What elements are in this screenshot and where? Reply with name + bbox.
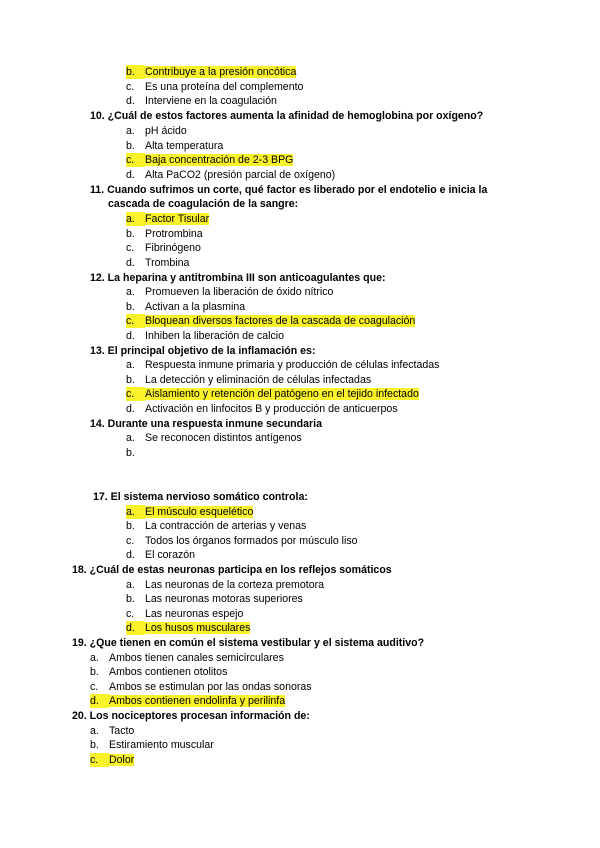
- option-text: Las neuronas de la corteza premotora: [145, 579, 325, 591]
- option-text: Activan a la plasmina: [145, 301, 246, 313]
- answer-option: [126, 124, 187, 138]
- option-text: Estiramiento muscular: [109, 739, 214, 751]
- option-label: c.: [126, 153, 145, 167]
- option-label: c.: [126, 81, 135, 93]
- option-label: a.: [126, 212, 145, 226]
- option-label: b.: [126, 140, 135, 152]
- option-label: b.: [126, 520, 135, 532]
- answer-option: [90, 753, 134, 767]
- answer-option: [126, 505, 253, 519]
- answer-option: [90, 694, 285, 708]
- option-label: b.: [126, 65, 145, 79]
- answer-option: [126, 168, 335, 182]
- answer-option: [126, 227, 203, 241]
- option-text: Ambos contienen otolitos: [109, 666, 228, 678]
- option-label: c.: [90, 753, 109, 767]
- option-text: Respuesta inmune primaria y producción de células infectadas: [145, 359, 440, 371]
- answer-option: [126, 387, 419, 401]
- answer-option: [126, 548, 195, 562]
- answer-option: [126, 139, 223, 153]
- answer-option: [126, 65, 296, 79]
- answer-option: [126, 80, 303, 94]
- option-label: a.: [90, 725, 99, 737]
- option-text: Promueven la liberación de óxido nítrico: [145, 286, 334, 298]
- option-label: a.: [126, 125, 135, 137]
- option-label: d.: [126, 95, 135, 107]
- answer-option: [126, 519, 306, 533]
- option-text: Fibrinógeno: [145, 242, 201, 254]
- answer-option: [90, 680, 312, 694]
- answer-option: [126, 285, 333, 299]
- option-label: a.: [90, 652, 99, 664]
- question-text: cascada de coagulación de la sangre:: [108, 198, 299, 210]
- answer-option: [126, 373, 371, 387]
- answer-option: [126, 94, 277, 108]
- answer-option: [90, 724, 134, 738]
- option-label: d.: [126, 257, 135, 269]
- highlighted-answer-text: Bloquean diversos factores de la cascada de coagulación: [145, 315, 416, 327]
- option-label: c.: [126, 242, 135, 254]
- answer-option: [126, 300, 245, 314]
- option-text: La detección y eliminación de células infectadas: [145, 374, 372, 386]
- option-text: Inhiben la liberación de calcio: [145, 330, 284, 342]
- option-label: d.: [126, 169, 135, 181]
- option-label: a.: [126, 579, 135, 591]
- option-text: Tacto: [109, 725, 135, 737]
- highlighted-answer-text: Dolor: [109, 754, 135, 766]
- answer-option: [126, 621, 250, 635]
- option-text: Las neuronas espejo: [145, 608, 244, 620]
- option-label: b.: [126, 593, 135, 605]
- option-label: a.: [126, 505, 145, 519]
- answer-option: [126, 256, 189, 270]
- answer-option: [126, 329, 284, 343]
- option-text: Las neuronas motoras superiores: [145, 593, 303, 605]
- question-text: 10. ¿Cuál de estos factores aumenta la afinidad de hemoglobina por oxígeno?: [90, 110, 484, 122]
- option-label: b.: [126, 447, 135, 459]
- highlighted-answer-text: Contribuye a la presión oncótica: [145, 66, 297, 78]
- highlighted-answer-text: Ambos contienen endolinfa y perilinfa: [109, 695, 286, 707]
- answer-option: [126, 446, 145, 460]
- option-text: Alta temperatura: [145, 140, 224, 152]
- option-label: c.: [126, 535, 135, 547]
- answer-option: [126, 212, 209, 226]
- option-text: Se reconocen distintos antígenos: [145, 432, 302, 444]
- answer-option: [126, 431, 302, 445]
- highlighted-answer-text: Aislamiento y retención del patógeno en el tejido infectado: [145, 388, 419, 400]
- option-text: Todos los órganos formados por músculo liso: [145, 535, 358, 547]
- answer-option: [126, 241, 201, 255]
- option-label: a.: [126, 286, 135, 298]
- answer-option: [126, 153, 293, 167]
- option-text: pH ácido: [145, 125, 187, 137]
- option-text: Interviene en la coagulación: [145, 95, 277, 107]
- option-label: b.: [126, 301, 135, 313]
- option-label: d.: [126, 330, 135, 342]
- option-label: c.: [126, 314, 145, 328]
- question-text: 14. Durante una respuesta inmune secundaria: [90, 418, 322, 430]
- option-text: Trombina: [145, 257, 190, 269]
- option-text: El corazón: [145, 549, 196, 561]
- highlighted-answer-text: Factor Tisular: [145, 213, 210, 225]
- question-text: 11. Cuando sufrimos un corte, qué factor es liberado por el endotelio e inicia la: [90, 184, 488, 196]
- question-text: 17. El sistema nervioso somático controla:: [93, 491, 308, 503]
- option-text: Alta PaCO2 (presión parcial de oxígeno): [145, 169, 336, 181]
- answer-option: [126, 358, 439, 372]
- option-label: d.: [90, 694, 109, 708]
- option-text: Activación en linfocitos B y producción de anticuerpos: [145, 403, 398, 415]
- option-text: La contracción de arterias y venas: [145, 520, 307, 532]
- option-label: b.: [90, 739, 99, 751]
- answer-option: [126, 314, 415, 328]
- option-text: Protrombina: [145, 228, 203, 240]
- option-label: a.: [126, 359, 135, 371]
- option-label: d.: [126, 621, 145, 635]
- option-label: b.: [90, 666, 99, 678]
- option-label: c.: [90, 681, 99, 693]
- option-label: d.: [126, 403, 135, 415]
- answer-option: [90, 665, 227, 679]
- highlighted-answer-text: El músculo esquelético: [145, 506, 254, 518]
- option-label: b.: [126, 374, 135, 386]
- answer-option: [126, 592, 303, 606]
- answer-option: [90, 738, 214, 752]
- option-text: Ambos se estimulan por las ondas sonoras: [109, 681, 312, 693]
- answer-option: [126, 402, 398, 416]
- question-text: 13. El principal objetivo de la inflamación es:: [90, 345, 316, 357]
- answer-option: [90, 651, 284, 665]
- option-label: c.: [126, 608, 135, 620]
- answer-option: [126, 607, 243, 621]
- option-label: a.: [126, 432, 135, 444]
- highlighted-answer-text: Baja concentración de 2-3 BPG: [145, 154, 294, 166]
- option-label: d.: [126, 549, 135, 561]
- question-text: 18. ¿Cuál de estas neuronas participa en los reflejos somáticos: [72, 564, 392, 576]
- option-label: c.: [126, 387, 145, 401]
- question-text: 12. La heparina y antitrombina III son anticoagulantes que:: [90, 272, 386, 284]
- answer-option: [126, 534, 358, 548]
- answer-option: [126, 578, 324, 592]
- highlighted-answer-text: Los husos musculares: [145, 622, 251, 634]
- option-text: Es una proteína del complemento: [145, 81, 304, 93]
- option-label: b.: [126, 228, 135, 240]
- option-text: Ambos tienen canales semicirculares: [109, 652, 284, 664]
- question-text: 20. Los nociceptores procesan información de:: [72, 710, 310, 722]
- question-text: 19. ¿Que tienen en común el sistema vestibular y el sistema auditivo?: [72, 637, 425, 649]
